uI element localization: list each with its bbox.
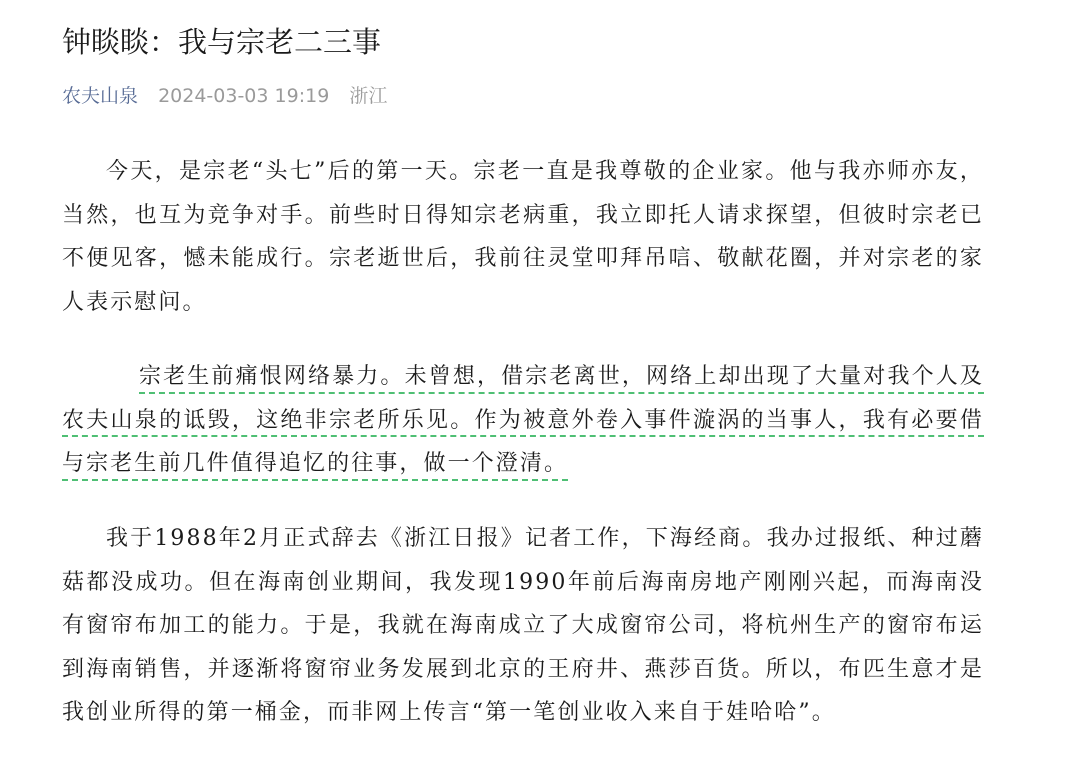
highlighted-paragraph-text: 宗老生前痛恨网络暴力。未曾想，借宗老离世，网络上却出现了大量对我个人及农夫山泉的诋毁，这绝非宗老所乐见。作为被意外卷入事件漩涡的当事人，我有必要借与宗老生前几件值得追忆的往事，做一个澄清。 — [62, 364, 984, 476]
article-paragraph-2 — [62, 355, 984, 486]
publish-time: 2024-03-03 19:19 — [158, 85, 330, 107]
article-title: 钟睒睒：我与宗老二三事 — [62, 25, 382, 59]
article-paragraph-3: 我于1988年2月正式辞去《浙江日报》记者工作，下海经商。我办过报纸、种过蘑菇都没成功。但在海南创业期间，我发现1990年前后海南房地产刚刚兴起，而海南没有窗帘布加工的能力。于是，我就在海南成立了大成窗帘公司，将杭州生产的窗帘布运到海南销售，并逐渐将窗帘业务发展到北京的王府井、燕莎百货。所以，布匹生意才是我创业所得的第一桶金，而非网上传言“第一笔创业收入来自于娃哈哈”。 — [62, 526, 984, 725]
account-name-link[interactable]: 农夫山泉 — [62, 85, 139, 107]
publish-location: 浙江 — [349, 85, 388, 107]
article-meta — [62, 82, 387, 110]
article-paragraph-1: 今天，是宗老“头七”后的第一天。宗老一直是我尊敬的企业家。他与我亦师亦友，当然，也互为竞争对手。前些时日得知宗老病重，我立即托人请求探望，但彼时宗老已不便见客，憾未能成行。宗老逝世后，我前往灵堂叩拜吊唁、敬献花圈，并对宗老的家人表示慰问。 — [62, 159, 984, 315]
